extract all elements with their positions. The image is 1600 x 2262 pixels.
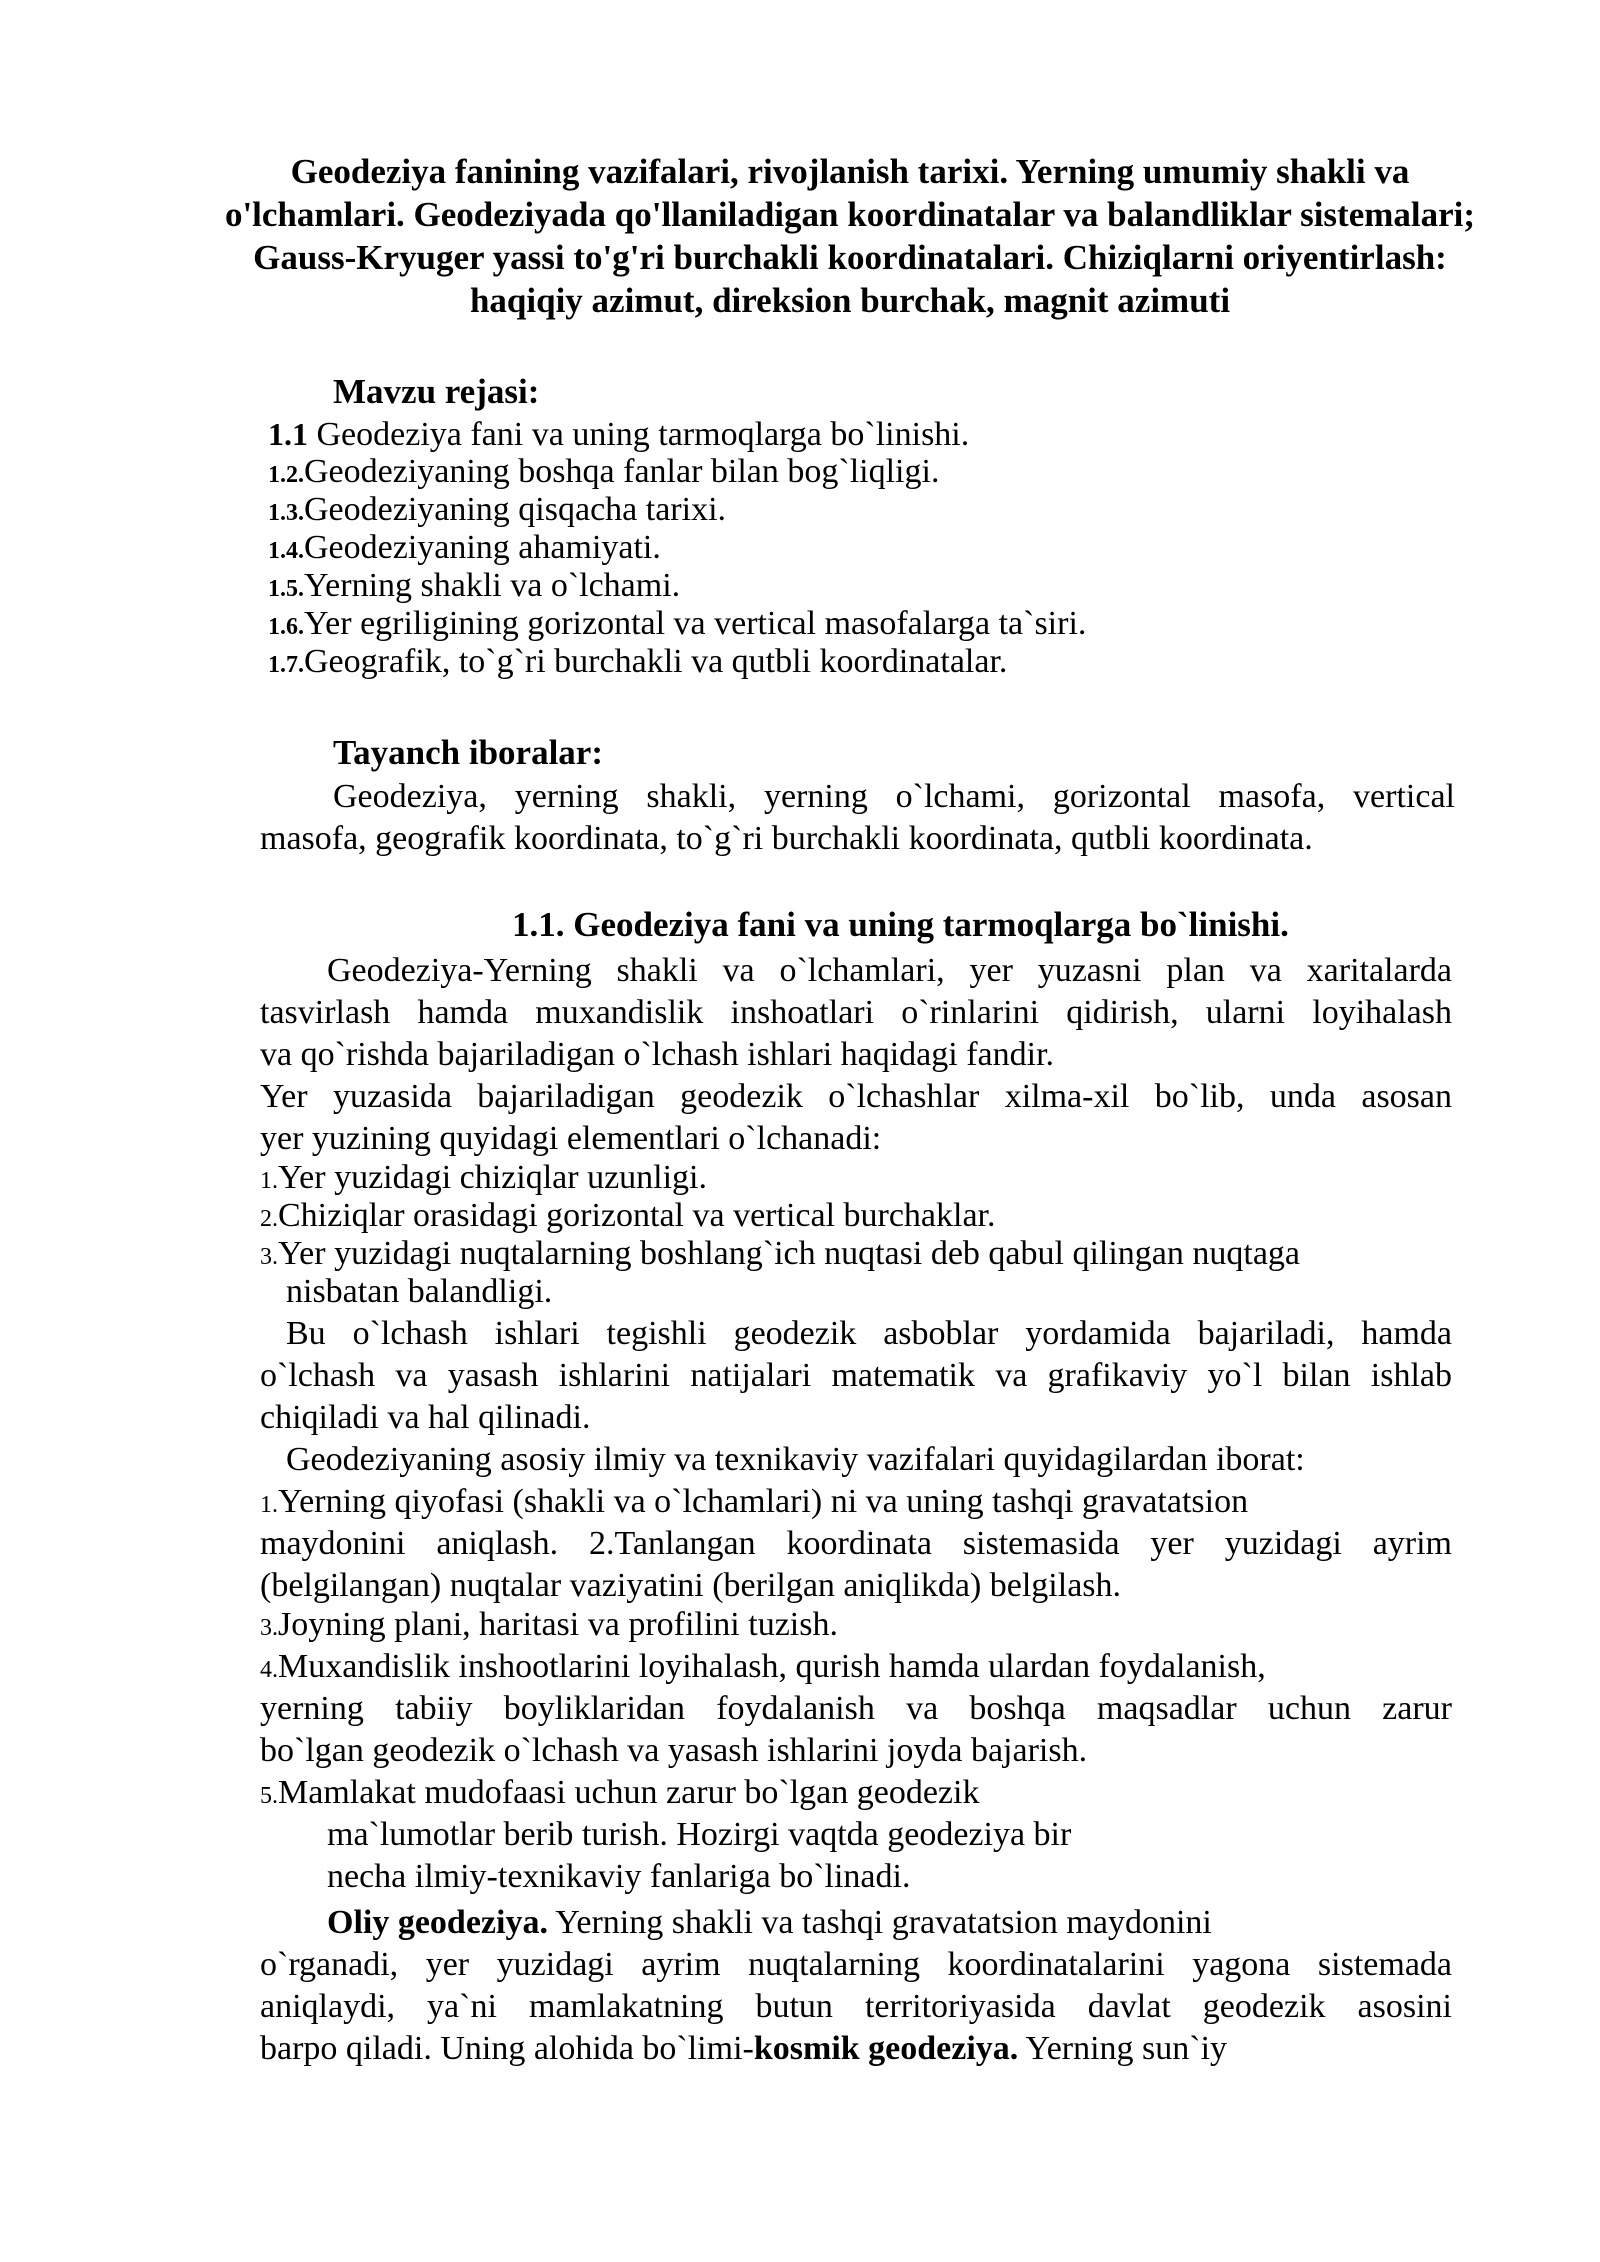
list-item: [260, 1234, 1300, 1277]
paragraph-line: necha ilmiy-texnikaviy fanlariga bo`linadi.: [327, 1858, 911, 1895]
paragraph-line: Geodeziya-Yerning shakli va o`lchamlari, yer yuzasni plan va xaritalarda: [327, 952, 1452, 989]
paragraph-line: [327, 1903, 1212, 1943]
plan-item-text: Yerning shakli va o`lchami.: [304, 567, 681, 604]
term-oliy-geodeziya: Oliy geodeziya.: [327, 1904, 548, 1941]
list-item-number: 1.: [260, 1168, 278, 1194]
paragraph-line: aniqlaydi, ya`ni mamlakatning butun territoriyasida davlat geodezik asosini: [260, 1988, 1452, 2025]
plan-item-number: 1.1: [268, 416, 308, 452]
plan-item-text: Geodeziyaning ahamiyati.: [304, 529, 661, 566]
plan-item-text: Geodeziya fani va uning tarmoqlarga bo`linishi.: [308, 416, 970, 453]
list-item: [260, 1158, 707, 1201]
list-item-number: 4.: [260, 1657, 278, 1683]
paragraph-line: o`lchash va yasash ishlarini natijalari matematik va grafikaviy yo`l bilan ishlab: [260, 1357, 1452, 1394]
keywords-heading: Tayanch iboralar:: [333, 733, 603, 772]
plan-item-text: Geodeziyaning qisqacha tarixi.: [304, 491, 727, 528]
plan-item-number: 1.3.: [268, 500, 304, 526]
list-item: [260, 1647, 1266, 1690]
paragraph-line: va qo`rishda bajariladigan o`lchash ishlari haqidagi fandir.: [260, 1036, 1055, 1073]
paragraph-text: Yerning sun`iy: [1018, 2030, 1228, 2067]
list-item: [260, 1196, 996, 1239]
list-item: [260, 1773, 979, 1816]
paragraph-line: ma`lumotlar berib turish. Hozirgi vaqtda geodeziya bir: [327, 1816, 1072, 1853]
paragraph-line: maydonini aniqlash. 2.Tanlangan koordinata sistemasida yer yuzidagi ayrim: [260, 1525, 1452, 1562]
paragraph-line: tasvirlash hamda muxandislik inshoatlari o`rinlarini qidirish, ularni loyihalash: [260, 994, 1452, 1031]
list-item-number: 3.: [260, 1244, 278, 1270]
paragraph-line: o`rganadi, yer yuzidagi ayrim nuqtalarning koordinatalarini yagona sistemada: [260, 1946, 1452, 1983]
keywords-text: Geodeziya, yerning shakli, yerning o`lchami, gorizontal masofa, vertical: [333, 778, 1455, 815]
term-kosmik-geodeziya: kosmik geodeziya.: [753, 2030, 1019, 2067]
list-item-text: Chiziqlar orasidagi gorizontal va vertical burchaklar.: [278, 1197, 996, 1234]
paragraph-line: chiqiladi va hal qilinadi.: [260, 1399, 591, 1436]
document-title: Geodeziya fanining vazifalari, rivojlanish tarixi. Yerning umumiy shakli va o'lchamlari. Geodeziyada qo'llaniladigan koordinatalar va balandliklar sistemalari; Gauss-Kryuger yassi to'g'ri burchakli koordinatalari. Chiziqlarni oriyentirlash: haqiqiy azimut, direksion burchak, magnit azimuti: [224, 152, 1476, 320]
list-item: [260, 1605, 838, 1648]
paragraph-text: barpo qiladi. Uning alohida bo`limi-: [260, 2030, 754, 2067]
paragraph-text: Yerning shakli va tashqi gravatatsion maydonini: [547, 1904, 1212, 1941]
list-item-text: Joyning plani, haritasi va profilini tuzish.: [278, 1606, 838, 1643]
plan-item: [268, 452, 939, 495]
paragraph-line: Bu o`lchash ishlari tegishli geodezik asboblar yordamida bajariladi, hamda: [286, 1315, 1452, 1352]
list-item-number: 2.: [260, 1206, 278, 1232]
paragraph-line: [260, 2029, 1227, 2069]
plan-heading: Mavzu rejasi:: [333, 372, 540, 411]
list-item-number: 3.: [260, 1615, 278, 1641]
paragraph-line: Yer yuzasida bajariladigan geodezik o`lchashlar xilma-xil bo`lib, unda asosan: [260, 1078, 1452, 1115]
list-item-text: Yer yuzidagi chiziqlar uzunligi.: [278, 1159, 708, 1196]
list-item-number: 5.: [260, 1783, 278, 1809]
plan-item-text: Geodeziyaning boshqa fanlar bilan bog`liqligi.: [304, 453, 940, 490]
list-item-text: Yer yuzidagi nuqtalarning boshlang`ich nuqtasi deb qabul qilingan nuqtaga: [278, 1235, 1301, 1272]
paragraph-line: bo`lgan geodezik o`lchash va yasash ishlarini joyda bajarish.: [260, 1732, 1088, 1769]
paragraph-line: Geodeziyaning asosiy ilmiy va texnikaviy vazifalari quyidagilardan iborat:: [286, 1441, 1305, 1478]
plan-item-number: 1.5.: [268, 576, 304, 602]
plan-item-number: 1.6.: [268, 614, 304, 640]
list-item-text: Muxandislik inshootlarini loyihalash, qurish hamda ulardan foydalanish,: [278, 1648, 1266, 1685]
plan-item: [268, 528, 661, 571]
plan-item: [268, 566, 680, 609]
plan-item: [268, 604, 1086, 647]
list-item: [260, 1482, 1248, 1525]
section-heading: 1.1. Geodeziya fani va uning tarmoqlarga bo`linishi.: [512, 905, 1289, 944]
paragraph-line: (belgilangan) nuqtalar vaziyatini (berilgan aniqlikda) belgilash.: [260, 1567, 1122, 1604]
keywords-text: masofa, geografik koordinata, to`g`ri burchakli koordinata, qutbli koordinata.: [260, 820, 1313, 857]
list-item-number: 1.: [260, 1492, 278, 1518]
paragraph-line: yer yuzining quyidagi elementlari o`lchanadi:: [260, 1120, 882, 1157]
plan-item-number: 1.4.: [268, 538, 304, 564]
list-item-text: Yerning qiyofasi (shakli va o`lchamlari) ni va uning tashqi gravatatsion: [278, 1483, 1249, 1520]
list-item-continuation: nisbatan balandligi.: [286, 1273, 553, 1310]
plan-item: [268, 642, 1007, 685]
plan-item: [268, 414, 969, 455]
plan-item-number: 1.7.: [268, 652, 304, 678]
paragraph-line: yerning tabiiy boyliklaridan foydalanish va boshqa maqsadlar uchun zarur: [260, 1690, 1452, 1727]
plan-item-text: Yer egriligining gorizontal va vertical masofalarga ta`siri.: [304, 605, 1087, 642]
plan-item: [268, 490, 726, 533]
plan-item-number: 1.2.: [268, 462, 304, 488]
plan-item-text: Geografik, to`g`ri burchakli va qutbli koordinatalar.: [304, 643, 1008, 680]
list-item-text: Mamlakat mudofaasi uchun zarur bo`lgan geodezik: [278, 1774, 980, 1811]
